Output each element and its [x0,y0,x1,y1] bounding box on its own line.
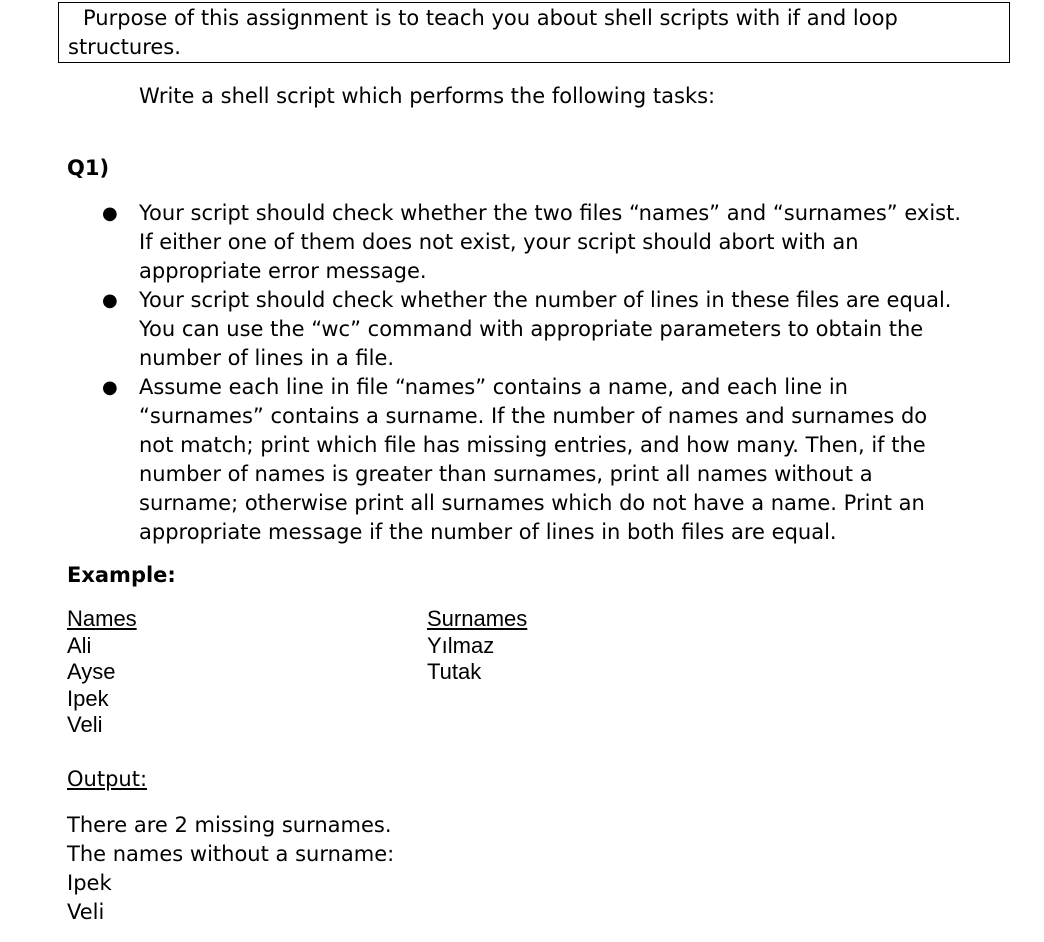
task-line: You can use the “wc” command with appropriate parameters to obtain the [139,317,924,341]
task-line: appropriate message if the number of lines in both files are equal. [139,520,837,544]
task-line: surname; otherwise print all surnames which do not have a name. Print an [139,491,925,515]
task-line: If either one of them does not exist, your script should abort with an [139,230,859,254]
task-item [102,286,1019,373]
output-block [67,811,394,927]
task-item [102,373,1019,547]
output-line: The names without a surname: [67,842,395,866]
task-line: number of names is greater than surnames, print all names without a [139,462,873,486]
names-header: Names [67,606,137,631]
task-item [102,199,1019,286]
task-line: “surnames” contains a surname. If the number of names and surnames do [139,404,928,428]
surname-entry: Tutak [427,659,482,684]
bullet-icon: ● [102,290,118,311]
surnames-column [427,606,527,686]
output-line: Ipek [67,871,112,895]
name-entry: Ayse [67,659,116,684]
output-line: Veli [67,900,105,924]
name-entry: Veli [67,712,103,737]
names-column [67,606,137,739]
task-line: Your script should check whether the number of lines in these files are equal. [139,288,952,312]
intro-text: Write a shell script which performs the following tasks: [139,84,716,108]
surname-entry: Yılmaz [427,632,495,658]
output-line: There are 2 missing surnames. [67,813,392,837]
task-line: appropriate error message. [139,259,427,283]
purpose-text-line-2: structures. [68,35,181,59]
task-line: Your script should check whether the two files “names” and “surnames” exist. [139,201,962,225]
purpose-text-line-1: Purpose of this assignment is to teach you about shell scripts with if and loop [83,6,898,30]
name-entry: Ali [67,632,92,658]
task-line: number of lines in a file. [139,346,395,370]
name-entry: Ipek [67,685,109,711]
bullet-icon: ● [102,203,118,224]
question-label: Q1) [67,156,110,180]
example-heading: Example: [67,563,176,587]
task-line: Assume each line in file “names” contains a name, and each line in [139,375,848,399]
bullet-icon: ● [102,377,118,398]
task-list [102,199,1019,547]
task-line: not match; print which file has missing entries, and how many. Then, if the [139,433,926,457]
purpose-box [58,2,1010,63]
surnames-header: Surnames [427,606,528,631]
output-heading: Output: [67,767,148,791]
